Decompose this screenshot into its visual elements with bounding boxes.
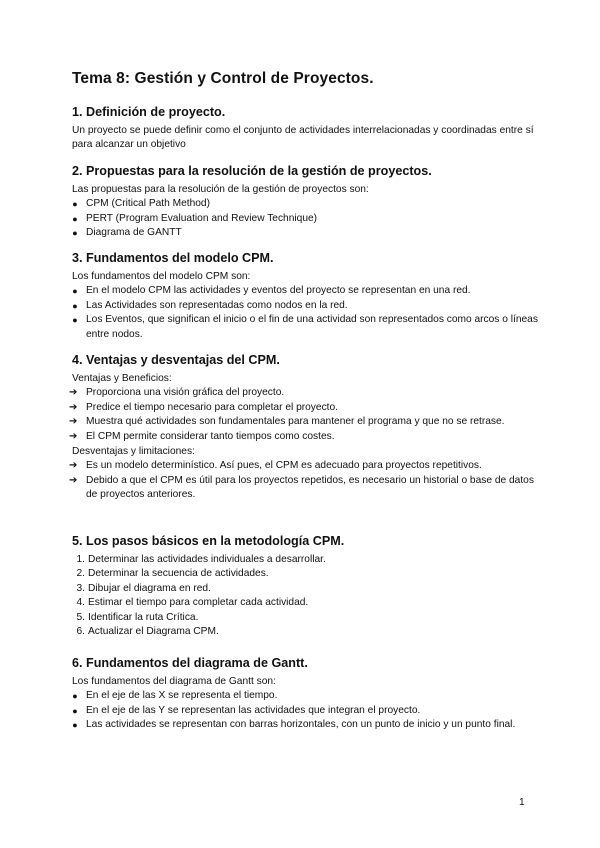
section-fundamentos-cpm (72, 250, 542, 342)
list-item: ● Las Actividades son representadas como nodos en la red. (72, 299, 542, 313)
section-heading: 6. Fundamentos del diagrama de Gantt. (72, 656, 308, 670)
list-item: ● PERT (Program Evaluation and Review Technique) (72, 212, 542, 226)
section-heading: 4. Ventajas y desventajas del CPM. (72, 353, 280, 367)
bullet-icon: ● (72, 300, 78, 311)
section-heading: 1. Definición de proyecto. (72, 105, 226, 119)
list-item: ● Las actividades se representan con barras horizontales, con un punto de inicio y un punto final. (72, 718, 542, 732)
list-item: ● En el eje de las Y se representan las actividades que integran el proyecto. (72, 704, 542, 718)
section-definicion (72, 104, 542, 153)
bullet-icon: ● (72, 199, 78, 210)
section-ventajas-desventajas (69, 352, 542, 503)
section-intro: Los fundamentos del modelo CPM son: (72, 271, 251, 282)
section-heading: 5. Los pasos básicos en la metodología CPM. (72, 534, 345, 548)
numbered-list (72, 553, 542, 639)
list-item: ➔ Muestra qué actividades son fundamentales para mantener el programa y que no se retrase. (72, 415, 542, 429)
section-heading: 2. Propuestas para la resolución de la gestión de proyectos. (72, 164, 432, 178)
section-fundamentos-gantt (72, 655, 542, 733)
list-item: ➔ Proporciona una visión gráfica del proyecto. (72, 386, 542, 400)
list-item: ● En el modelo CPM las actividades y eventos del proyecto se representan en una red. (72, 284, 542, 298)
list-item: ● CPM (Critical Path Method) (72, 197, 542, 211)
arrow-right-icon: ➔ (69, 474, 78, 486)
advantages-label: Ventajas y Beneficios: (72, 373, 172, 384)
section-intro: Un proyecto se puede definir como el conjunto de actividades interrelacionadas y coordinadas entre sí para alcanzar un objetivo (72, 125, 534, 151)
list-item: ● En el eje de las X se representa el tiempo. (72, 689, 542, 703)
list-item: 6. Actualizar el Diagrama CPM. (76, 626, 219, 638)
bullet-list (72, 197, 542, 240)
bullet-icon: ● (72, 286, 78, 297)
bullet-icon: ● (72, 720, 78, 731)
arrow-right-icon: ➔ (69, 430, 78, 442)
bullet-list (72, 689, 542, 732)
document-title: Tema 8: Gestión y Control de Proyectos. (72, 70, 374, 87)
list-item: ● Diagrama de GANTT (72, 226, 542, 240)
arrow-list (69, 459, 542, 502)
list-item: ➔ El CPM permite considerar tanto tiempos como costes. (72, 430, 542, 444)
list-item: ● Los Eventos, que significan el inicio o el fin de una actividad son representados como arcos o líneas entre nodos. (72, 313, 542, 342)
list-item: 1. Determinar las actividades individuales a desarrollar. (76, 554, 326, 565)
page-number: 1 (519, 797, 525, 808)
arrow-right-icon: ➔ (69, 416, 78, 428)
arrow-list (69, 386, 542, 444)
arrow-right-icon: ➔ (69, 401, 78, 413)
bullet-icon: ● (72, 213, 78, 224)
bullet-icon: ● (72, 691, 78, 702)
bullet-icon: ● (72, 228, 78, 239)
section-pasos-basicos (72, 533, 542, 639)
list-item: ➔ Predice el tiempo necesario para completar el proyecto. (72, 401, 542, 415)
arrow-right-icon: ➔ (69, 460, 78, 472)
bullet-icon: ● (72, 705, 78, 716)
list-item: 4. Estimar el tiempo para completar cada actividad. (76, 597, 309, 609)
list-item: 2. Determinar la secuencia de actividades. (76, 568, 269, 580)
arrow-right-icon: ➔ (69, 387, 78, 399)
list-item: 3. Dibujar el diagrama en red. (76, 582, 211, 594)
disadvantages-label: Desventajas y limitaciones: (72, 446, 195, 458)
list-item: 5. Identificar la ruta Crítica. (76, 611, 199, 623)
section-heading: 3. Fundamentos del modelo CPM. (72, 251, 274, 265)
list-item: ➔ Es un modelo determinístico. Así pues, el CPM es adecuado para proyectos repetitivos. (72, 459, 542, 473)
bullet-list (72, 284, 542, 342)
section-intro: Los fundamentos del diagrama de Gantt son: (72, 676, 276, 687)
list-item: ➔ Debido a que el CPM es útil para los proyectos repetidos, es necesario un historial o base de datos de proyectos anteriores. (69, 474, 534, 501)
section-intro: Las propuestas para la resolución de la gestión de proyectos son: (72, 184, 369, 195)
section-propuestas (72, 163, 542, 241)
bullet-icon: ● (72, 315, 78, 326)
